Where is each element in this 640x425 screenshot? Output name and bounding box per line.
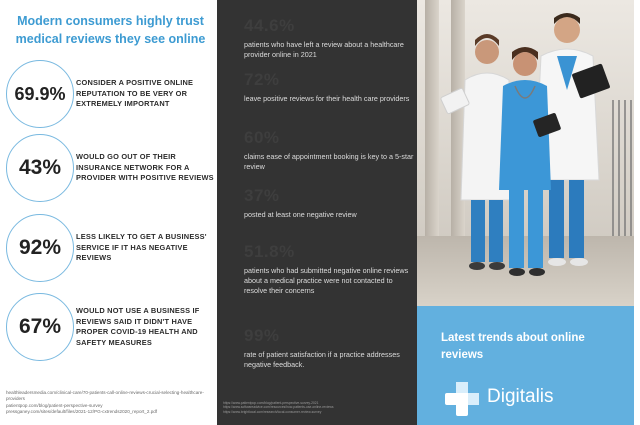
source-link[interactable]: https://www.patientpop.com/blog/patient-perspective-survey-2021 xyxy=(223,401,319,405)
brand-logo[interactable] xyxy=(443,380,623,416)
trend-stat xyxy=(244,16,414,60)
trend-text: posted at least one negative review xyxy=(244,210,357,219)
stat-circle: 43% xyxy=(6,134,74,202)
source-link[interactable]: pressganey.com/sites/default/files/2021-12/PG-cxtrends2020_report_2.pdf xyxy=(6,408,158,414)
left-panel xyxy=(0,0,217,425)
doctors-photo xyxy=(417,0,634,306)
source-link[interactable]: healthleadersmedia.com/clinical-care/70-patients-call-online-reviews-crucial-selecting-healthcare-providers xyxy=(6,390,204,402)
trends-panel xyxy=(417,306,634,425)
stat-circle: 92% xyxy=(6,214,74,282)
trend-text: patients who had submitted negative online reviews about a medical practice were not contacted to resolve their concerns xyxy=(244,266,409,295)
source-link[interactable]: patientpop.com/blog/patient-perspective-survey xyxy=(6,402,103,408)
trend-text: leave positive reviews for their health care providers xyxy=(244,94,410,103)
trend-value: 37% xyxy=(244,186,280,205)
trend-stat xyxy=(244,70,414,104)
brand-name: Digitalis xyxy=(487,386,554,407)
trend-text: patients who have left a review about a healthcare provider online in 2021 xyxy=(244,40,404,59)
stat-item xyxy=(6,134,216,204)
stat-item xyxy=(6,60,216,130)
stat-item xyxy=(6,293,216,363)
middle-sources xyxy=(223,401,413,414)
trend-stat xyxy=(244,242,414,296)
trend-stat xyxy=(244,186,414,220)
stat-description: CONSIDER A POSITIVE ONLINE REPUTATION TO BE VERY OR EXTREMELY IMPORTANT xyxy=(76,78,194,109)
stat-description: WOULD GO OUT OF THEIR INSURANCE NETWORK FOR A PROVIDER WITH POSITIVE REVIEWS xyxy=(76,152,214,183)
stat-circle: 69.9% xyxy=(6,60,74,128)
middle-panel xyxy=(217,0,417,425)
stat-item xyxy=(6,214,216,284)
medical-staff-illustration xyxy=(417,0,634,306)
stat-circle: 67% xyxy=(6,293,74,361)
trend-text: claims ease of appointment booking is key to a 5-star review xyxy=(244,152,414,171)
trend-value: 99% xyxy=(244,326,280,345)
right-edge-strip xyxy=(634,0,640,425)
trend-value: 60% xyxy=(244,128,280,147)
source-link[interactable]: https://www.softwareadvice.com/resources/how-patients-use-online-reviews xyxy=(223,405,334,410)
trends-heading: Latest trends about online reviews xyxy=(441,332,585,361)
trend-stat xyxy=(244,326,414,370)
stat-description: WOULD NOT USE A BUSINESS IF REVIEWS SAID IT DIDN'T HAVE PROPER COVID-19 HEALTH AND SAFETY MEASURES xyxy=(76,306,200,347)
source-link[interactable]: https://www.brightlocal.com/research/local-consumer-review-survey xyxy=(223,409,322,414)
left-sources xyxy=(6,390,216,415)
left-title: Modern consumers highly trust medical reviews they see online xyxy=(15,14,206,46)
trend-value: 51.8% xyxy=(244,242,295,261)
trend-value: 72% xyxy=(244,70,280,89)
trend-stat xyxy=(244,128,414,172)
plus-logo-icon xyxy=(443,380,481,418)
stat-description: LESS LIKELY TO GET A BUSINESS' SERVICE IF IT HAS NEGATIVE REVIEWS xyxy=(76,232,207,263)
trend-text: rate of patient satisfaction if a practice addresses negative feedback. xyxy=(244,350,400,369)
trend-value: 44.6% xyxy=(244,16,295,35)
